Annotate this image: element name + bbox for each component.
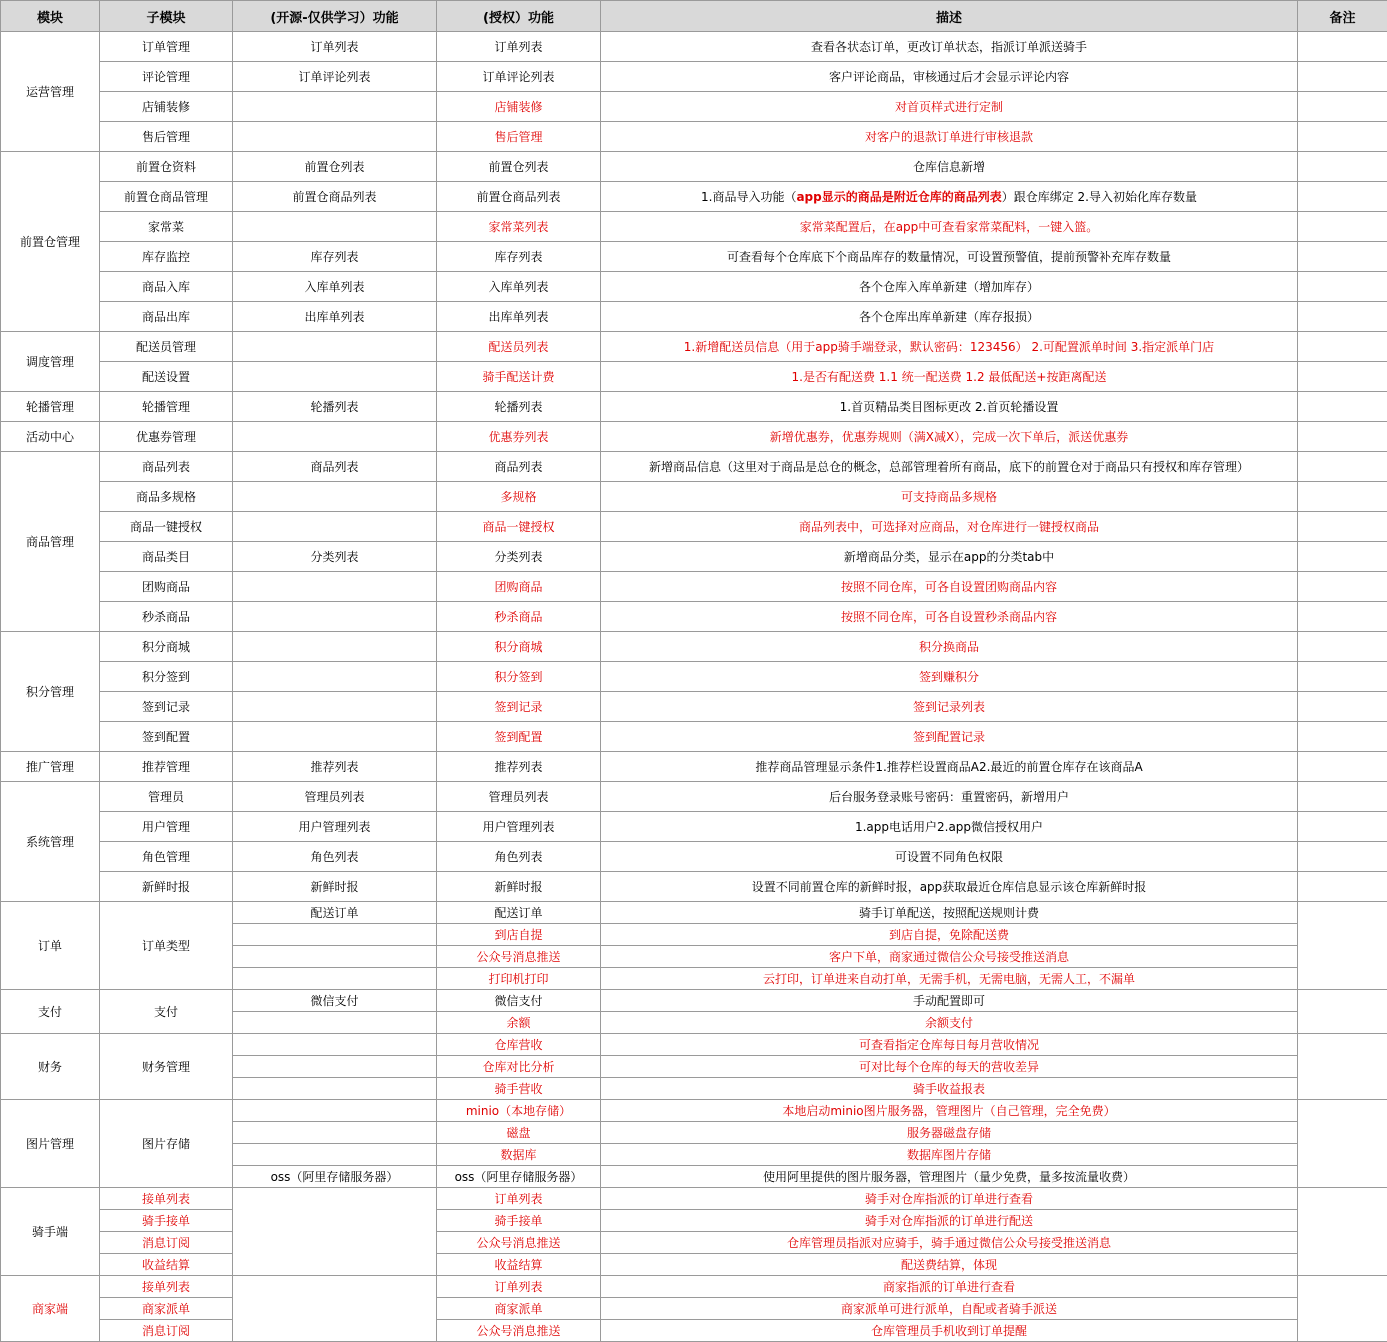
description-cell: 骑手收益报表 [601,1078,1298,1100]
auth-feature-cell: 店铺装修 [437,92,601,122]
remark-cell [1298,782,1387,812]
auth-feature-cell: 出库单列表 [437,302,601,332]
auth-feature-cell: 库存列表 [437,242,601,272]
submodule-cell: 家常菜 [100,212,233,242]
open-feature-cell: 管理员列表 [233,782,437,812]
module-cell: 系统管理 [1,782,100,902]
auth-feature-cell: 磁盘 [437,1122,601,1144]
auth-feature-cell: 角色列表 [437,842,601,872]
description-cell: 后台服务登录账号密码：重置密码，新增用户 [601,782,1298,812]
table-row [1,392,1387,422]
auth-feature-cell: 订单评论列表 [437,62,601,92]
open-feature-cell [233,662,437,692]
auth-feature-cell: 签到配置 [437,722,601,752]
table-row [1,572,1387,602]
table-body [1,32,1387,1342]
table-row [1,812,1387,842]
auth-feature-cell: 配送订单 [437,902,601,924]
auth-feature-cell: 余额 [437,1012,601,1034]
open-feature-cell [233,1100,437,1122]
description-cell: 可查看指定仓库每日每月营收情况 [601,1034,1298,1056]
remark-cell [1298,842,1387,872]
remark-cell [1298,1276,1387,1342]
table-row [1,362,1387,392]
description-cell: 查看各状态订单，更改订单状态，指派订单派送骑手 [601,32,1298,62]
description-cell [601,182,1298,212]
table-row [1,122,1387,152]
submodule-cell: 前置仓商品管理 [100,182,233,212]
description-cell: 到店自提，免除配送费 [601,924,1298,946]
description-cell: 可对比每个仓库的每天的营收差异 [601,1056,1298,1078]
description-cell: 骑手对仓库指派的订单进行查看 [601,1188,1298,1210]
auth-feature-cell: 公众号消息推送 [437,946,601,968]
submodule-cell: 签到配置 [100,722,233,752]
open-feature-cell: 出库单列表 [233,302,437,332]
module-cell: 运营管理 [1,32,100,152]
description-cell: 可支持商品多规格 [601,482,1298,512]
description-cell: 云打印，订单进来自动打单，无需手机，无需电脑，无需人工，不漏单 [601,968,1298,990]
description-part: ）跟仓库绑定 2.导入初始化库存数量 [1002,190,1197,204]
submodule-cell: 新鲜时报 [100,872,233,902]
submodule-cell: 推荐管理 [100,752,233,782]
auth-feature-cell: 微信支付 [437,990,601,1012]
submodule-cell: 团购商品 [100,572,233,602]
remark-cell [1298,182,1387,212]
description-highlight: app显示的商品是附近仓库的商品列表 [796,190,1001,204]
description-cell: 1.app电话用户2.app微信授权用户 [601,812,1298,842]
description-cell: 各个仓库出库单新建（库存报损） [601,302,1298,332]
open-feature-cell [233,722,437,752]
remark-cell [1298,122,1387,152]
submodule-cell: 评论管理 [100,62,233,92]
remark-cell [1298,422,1387,452]
open-feature-cell: 配送订单 [233,902,437,924]
table-row [1,1232,1387,1254]
description-part: 1.商品导入功能（ [701,190,796,204]
remark-cell [1298,1034,1387,1100]
remark-cell [1298,512,1387,542]
auth-feature-cell: 骑手接单 [437,1210,601,1232]
submodule-cell: 管理员 [100,782,233,812]
auth-feature-cell: 分类列表 [437,542,601,572]
submodule-cell: 消息订阅 [100,1320,233,1342]
table-row [1,662,1387,692]
table-row [1,842,1387,872]
open-feature-cell [233,632,437,662]
remark-cell [1298,752,1387,782]
auth-feature-cell: 数据库 [437,1144,601,1166]
open-feature-cell [233,1144,437,1166]
table-row [1,92,1387,122]
remark-cell [1298,452,1387,482]
remark-cell [1298,332,1387,362]
module-cell: 财务 [1,1034,100,1100]
submodule-cell: 商品列表 [100,452,233,482]
table-row [1,242,1387,272]
open-feature-cell [233,946,437,968]
submodule-cell: 配送员管理 [100,332,233,362]
table-row [1,182,1387,212]
description-cell: 签到赚积分 [601,662,1298,692]
module-cell: 活动中心 [1,422,100,452]
submodule-cell: 积分商城 [100,632,233,662]
open-feature-cell [233,1034,437,1056]
open-feature-cell [233,602,437,632]
table-row [1,62,1387,92]
auth-feature-cell: 多规格 [437,482,601,512]
remark-cell [1298,990,1387,1034]
auth-feature-cell: 骑手营收 [437,1078,601,1100]
remark-cell [1298,32,1387,62]
remark-cell [1298,602,1387,632]
description-cell: 可查看每个仓库底下个商品库存的数量情况，可设置预警值，提前预警补充库存数量 [601,242,1298,272]
auth-feature-cell: 商家派单 [437,1298,601,1320]
description-cell: 签到记录列表 [601,692,1298,722]
open-feature-cell [233,422,437,452]
header-submodule: 子模块 [100,1,233,32]
description-cell: 对客户的退款订单进行审核退款 [601,122,1298,152]
open-feature-cell [233,332,437,362]
submodule-cell: 轮播管理 [100,392,233,422]
open-feature-cell [233,692,437,722]
auth-feature-cell: 商品一键授权 [437,512,601,542]
submodule-cell: 用户管理 [100,812,233,842]
description-cell: 服务器磁盘存储 [601,1122,1298,1144]
description-cell: 仓库信息新增 [601,152,1298,182]
auth-feature-cell: 签到记录 [437,692,601,722]
open-feature-cell: 商品列表 [233,452,437,482]
description-cell: 余额支付 [601,1012,1298,1034]
submodule-cell: 财务管理 [100,1034,233,1100]
auth-feature-cell: 家常菜列表 [437,212,601,242]
auth-feature-cell: 打印机打印 [437,968,601,990]
description-cell: 数据库图片存储 [601,1144,1298,1166]
table-row [1,1254,1387,1276]
table-row [1,902,1387,924]
table-row [1,332,1387,362]
header-row [1,1,1387,32]
table-row [1,1034,1387,1056]
auth-feature-cell: 到店自提 [437,924,601,946]
table-row [1,512,1387,542]
open-feature-cell: 订单列表 [233,32,437,62]
remark-cell [1298,1188,1387,1276]
submodule-cell: 商品一键授权 [100,512,233,542]
submodule-cell: 图片存储 [100,1100,233,1188]
module-cell: 推广管理 [1,752,100,782]
table-row [1,1276,1387,1298]
module-cell: 前置仓管理 [1,152,100,332]
open-feature-cell [233,968,437,990]
description-cell: 1.新增配送员信息（用于app骑手端登录，默认密码：123456） 2.可配置派单时间 3.指定派单门店 [601,332,1298,362]
table-row [1,1298,1387,1320]
open-feature-cell: 微信支付 [233,990,437,1012]
description-cell: 签到配置记录 [601,722,1298,752]
table-row [1,872,1387,902]
submodule-cell: 商品出库 [100,302,233,332]
open-feature-cell: 入库单列表 [233,272,437,302]
description-cell: 配送费结算，体现 [601,1254,1298,1276]
table-row [1,692,1387,722]
table-row [1,990,1387,1012]
remark-cell [1298,692,1387,722]
submodule-cell: 积分签到 [100,662,233,692]
auth-feature-cell: 收益结算 [437,1254,601,1276]
description-cell: 客户评论商品，审核通过后才会显示评论内容 [601,62,1298,92]
description-cell: 仓库管理员指派对应骑手，骑手通过微信公众号接受推送消息 [601,1232,1298,1254]
submodule-cell: 支付 [100,990,233,1034]
table-row [1,782,1387,812]
table-row [1,1210,1387,1232]
table-row [1,722,1387,752]
submodule-cell: 库存监控 [100,242,233,272]
remark-cell [1298,242,1387,272]
auth-feature-cell: 推荐列表 [437,752,601,782]
table-row [1,1100,1387,1122]
open-feature-cell [233,924,437,946]
submodule-cell: 商品入库 [100,272,233,302]
table-row [1,452,1387,482]
auth-feature-cell: 骑手配送计费 [437,362,601,392]
description-cell: 1.首页精品类目图标更改 2.首页轮播设置 [601,392,1298,422]
submodule-cell: 商品多规格 [100,482,233,512]
open-feature-cell: 前置仓列表 [233,152,437,182]
submodule-cell: 订单管理 [100,32,233,62]
description-cell: 推荐商品管理显示条件1.推荐栏设置商品A2.最近的前置仓库存在该商品A [601,752,1298,782]
submodule-cell: 前置仓资料 [100,152,233,182]
open-feature-cell [233,1276,437,1342]
open-feature-cell: 库存列表 [233,242,437,272]
table-row [1,482,1387,512]
description-cell: 新增优惠券，优惠券规则（满X减X），完成一次下单后，派送优惠券 [601,422,1298,452]
submodule-cell: 订单类型 [100,902,233,990]
auth-feature-cell: 订单列表 [437,1188,601,1210]
submodule-cell: 秒杀商品 [100,602,233,632]
remark-cell [1298,1100,1387,1188]
remark-cell [1298,92,1387,122]
open-feature-cell [233,1188,437,1276]
submodule-cell: 角色管理 [100,842,233,872]
submodule-cell: 优惠券管理 [100,422,233,452]
table-row [1,542,1387,572]
table-row [1,752,1387,782]
auth-feature-cell: 入库单列表 [437,272,601,302]
open-feature-cell: 推荐列表 [233,752,437,782]
remark-cell [1298,662,1387,692]
table-row [1,422,1387,452]
header-remark: 备注 [1298,1,1387,32]
auth-feature-cell: 订单列表 [437,1276,601,1298]
auth-feature-cell: 秒杀商品 [437,602,601,632]
auth-feature-cell: 售后管理 [437,122,601,152]
auth-feature-cell: 新鲜时报 [437,872,601,902]
header-module: 模块 [1,1,100,32]
auth-feature-cell: 仓库对比分析 [437,1056,601,1078]
auth-feature-cell: oss（阿里存储服务器） [437,1166,601,1188]
open-feature-cell [233,1012,437,1034]
description-cell: 对首页样式进行定制 [601,92,1298,122]
open-feature-cell: 轮播列表 [233,392,437,422]
open-feature-cell [233,572,437,602]
remark-cell [1298,812,1387,842]
description-cell: 1.是否有配送费 1.1 统一配送费 1.2 最低配送+按距离配送 [601,362,1298,392]
module-cell: 调度管理 [1,332,100,392]
table-row [1,632,1387,662]
remark-cell [1298,362,1387,392]
open-feature-cell [233,1078,437,1100]
auth-feature-cell: minio（本地存储） [437,1100,601,1122]
description-cell: 可设置不同角色权限 [601,842,1298,872]
open-feature-cell: 角色列表 [233,842,437,872]
description-cell: 设置不同前置仓库的新鲜时报，app获取最近仓库信息显示该仓库新鲜时报 [601,872,1298,902]
description-cell: 商家指派的订单进行查看 [601,1276,1298,1298]
auth-feature-cell: 用户管理列表 [437,812,601,842]
module-cell: 订单 [1,902,100,990]
table-row [1,32,1387,62]
open-feature-cell: oss（阿里存储服务器） [233,1166,437,1188]
remark-cell [1298,212,1387,242]
header-description: 描述 [601,1,1298,32]
description-cell: 按照不同仓库，可各自设置团购商品内容 [601,572,1298,602]
auth-feature-cell: 订单列表 [437,32,601,62]
description-cell: 按照不同仓库，可各自设置秒杀商品内容 [601,602,1298,632]
auth-feature-cell: 配送员列表 [437,332,601,362]
remark-cell [1298,572,1387,602]
description-cell: 家常菜配置后，在app中可查看家常菜配料，一键入篮。 [601,212,1298,242]
module-cell: 图片管理 [1,1100,100,1188]
description-cell: 仓库管理员手机收到订单提醒 [601,1320,1298,1342]
auth-feature-cell: 公众号消息推送 [437,1320,601,1342]
remark-cell [1298,902,1387,990]
open-feature-cell [233,482,437,512]
submodule-cell: 骑手接单 [100,1210,233,1232]
submodule-cell: 收益结算 [100,1254,233,1276]
remark-cell [1298,542,1387,572]
description-cell: 客户下单，商家通过微信公众号接受推送消息 [601,946,1298,968]
auth-feature-cell: 管理员列表 [437,782,601,812]
description-cell: 积分换商品 [601,632,1298,662]
table-row [1,212,1387,242]
open-feature-cell [233,1056,437,1078]
open-feature-cell [233,512,437,542]
description-cell: 手动配置即可 [601,990,1298,1012]
table-row [1,302,1387,332]
open-feature-cell: 新鲜时报 [233,872,437,902]
description-cell: 本地启动minio图片服务器，管理图片（自己管理，完全免费） [601,1100,1298,1122]
module-cell: 积分管理 [1,632,100,752]
remark-cell [1298,62,1387,92]
description-cell: 商家派单可进行派单，自配或者骑手派送 [601,1298,1298,1320]
auth-feature-cell: 仓库营收 [437,1034,601,1056]
description-cell: 商品列表中，可选择对应商品，对仓库进行一键授权商品 [601,512,1298,542]
auth-feature-cell: 轮播列表 [437,392,601,422]
description-cell: 各个仓库入库单新建（增加库存） [601,272,1298,302]
remark-cell [1298,272,1387,302]
submodule-cell: 商品类目 [100,542,233,572]
submodule-cell: 消息订阅 [100,1232,233,1254]
description-cell: 骑手对仓库指派的订单进行配送 [601,1210,1298,1232]
remark-cell [1298,302,1387,332]
submodule-cell: 接单列表 [100,1188,233,1210]
auth-feature-cell: 前置仓列表 [437,152,601,182]
description-cell: 新增商品分类，显示在app的分类tab中 [601,542,1298,572]
open-feature-cell: 用户管理列表 [233,812,437,842]
open-feature-cell [233,1122,437,1144]
header-open-feature: (开源-仅供学习）功能 [233,1,437,32]
auth-feature-cell: 公众号消息推送 [437,1232,601,1254]
table-row [1,152,1387,182]
description-cell: 骑手订单配送，按照配送规则计费 [601,902,1298,924]
table-row [1,272,1387,302]
submodule-cell: 售后管理 [100,122,233,152]
auth-feature-cell: 前置仓商品列表 [437,182,601,212]
submodule-cell: 店铺装修 [100,92,233,122]
open-feature-cell: 订单评论列表 [233,62,437,92]
module-cell: 商品管理 [1,452,100,632]
submodule-cell: 签到记录 [100,692,233,722]
submodule-cell: 商家派单 [100,1298,233,1320]
auth-feature-cell: 商品列表 [437,452,601,482]
remark-cell [1298,152,1387,182]
header-auth-feature: (授权）功能 [437,1,601,32]
description-cell: 使用阿里提供的图片服务器，管理图片（量少免费，量多按流量收费） [601,1166,1298,1188]
open-feature-cell: 前置仓商品列表 [233,182,437,212]
open-feature-cell [233,122,437,152]
open-feature-cell: 分类列表 [233,542,437,572]
remark-cell [1298,632,1387,662]
open-feature-cell [233,212,437,242]
remark-cell [1298,722,1387,752]
table-row [1,602,1387,632]
description-cell: 新增商品信息（这里对于商品是总仓的概念，总部管理着所有商品，底下的前置仓对于商品只有授权和库存管理） [601,452,1298,482]
module-cell: 骑手端 [1,1188,100,1276]
module-cell: 轮播管理 [1,392,100,422]
auth-feature-cell: 团购商品 [437,572,601,602]
remark-cell [1298,872,1387,902]
module-cell: 支付 [1,990,100,1034]
table-row [1,1188,1387,1210]
auth-feature-cell: 优惠券列表 [437,422,601,452]
remark-cell [1298,392,1387,422]
submodule-cell: 配送设置 [100,362,233,392]
remark-cell [1298,482,1387,512]
auth-feature-cell: 积分签到 [437,662,601,692]
table-row [1,1320,1387,1342]
open-feature-cell [233,362,437,392]
open-feature-cell [233,92,437,122]
module-cell: 商家端 [1,1276,100,1342]
auth-feature-cell: 积分商城 [437,632,601,662]
submodule-cell: 接单列表 [100,1276,233,1298]
